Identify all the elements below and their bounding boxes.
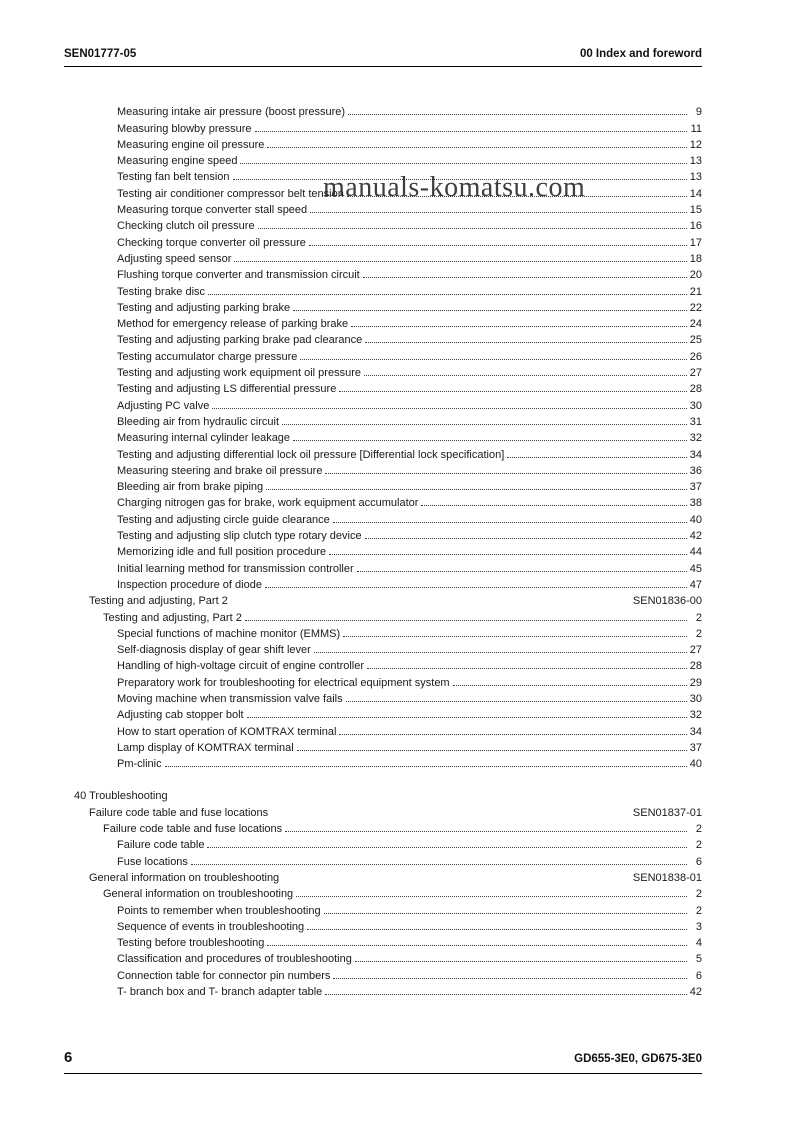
toc-entry-page: SEN01837-01: [632, 806, 702, 819]
toc-entry-title: Testing before troubleshooting: [117, 937, 265, 950]
toc-entry-title: Preparatory work for troubleshooting for electrical equipment system: [117, 676, 450, 689]
toc-leader-dots: [191, 864, 687, 865]
toc-leader-dots: [355, 961, 687, 962]
toc-entry: [64, 624, 702, 640]
toc-entry-page: 29: [689, 676, 702, 689]
toc-entry: [64, 314, 702, 330]
toc-entry: [64, 363, 702, 379]
toc-entry-page: 32: [689, 709, 702, 722]
toc-entry: [64, 183, 702, 199]
toc-leader-dots: [364, 375, 687, 376]
toc-entry-page: 26: [689, 350, 702, 363]
toc-entry: [64, 835, 702, 851]
toc-entry-title: Lamp display of KOMTRAX terminal: [117, 741, 294, 754]
toc-entry-title: Failure code table: [117, 839, 205, 852]
toc-leader-dots: [507, 457, 687, 458]
page-footer: [64, 1049, 702, 1074]
toc-entry: [64, 656, 702, 672]
toc-entry-page: 16: [689, 220, 702, 233]
toc-entry-title: Handling of high-voltage circuit of engine controller: [117, 660, 365, 673]
toc-leader-dots: [314, 652, 687, 653]
toc-entry: [64, 379, 702, 395]
toc-entry-page: 25: [689, 334, 702, 347]
toc-entry: [64, 102, 702, 118]
header-section-title: 00 Index and foreword: [579, 48, 702, 60]
toc-entry: [64, 689, 702, 705]
toc-leader-dots: [343, 636, 687, 637]
toc-entry: [64, 232, 702, 248]
toc-entry: [64, 738, 702, 754]
toc-leader-dots: [234, 261, 686, 262]
toc-entry-page: 42: [689, 986, 702, 999]
toc-entry-title: Measuring engine speed: [117, 155, 238, 168]
toc-leader-dots: [310, 212, 687, 213]
toc-entry-page: 2: [695, 888, 702, 901]
toc-entry-title: Testing brake disc: [117, 285, 206, 298]
toc-entry: [64, 933, 702, 949]
toc-entry-page: 15: [689, 204, 702, 217]
toc-entry-page: 11: [690, 122, 702, 135]
toc-entry-title: Sequence of events in troubleshooting: [117, 920, 305, 933]
footer-page-number: 6: [64, 1049, 73, 1066]
toc-entry-page: 34: [689, 448, 702, 461]
toc-entry: [64, 281, 702, 297]
toc-entry-title: Classification and procedures of troubleshooting: [117, 953, 352, 966]
toc-entry-page: 28: [689, 660, 702, 673]
toc-entry-title: Charging nitrogen gas for brake, work equipment accumulator: [117, 497, 419, 510]
toc-entry-title: Testing and adjusting work equipment oil pressure: [117, 367, 361, 380]
toc-leader-dots: [367, 668, 687, 669]
toc-leader-dots: [333, 978, 687, 979]
toc-entry-title: Checking clutch oil pressure: [117, 220, 255, 233]
toc-entry: [64, 591, 702, 607]
toc-entry-title: Measuring intake air pressure (boost pressure): [117, 106, 346, 119]
toc-entry-page: 2: [695, 904, 702, 917]
toc-entry-page: 20: [689, 269, 702, 282]
toc-entry-page: 21: [689, 285, 702, 298]
toc-entry: [64, 444, 702, 460]
toc-entry: [64, 868, 702, 884]
toc-entry: [64, 965, 702, 981]
toc-leader-dots: [347, 196, 687, 197]
toc-leader-dots: [293, 310, 687, 311]
toc-entry-page: 18: [689, 252, 702, 265]
toc-entry-page: 6: [695, 969, 702, 982]
toc-leader-dots: [296, 896, 687, 897]
toc-leader-dots: [208, 294, 687, 295]
toc-entry-title: Adjusting cab stopper bolt: [117, 709, 244, 722]
toc-entry: [64, 249, 702, 265]
toc-leader-dots: [233, 179, 687, 180]
toc-entry: [64, 982, 702, 998]
toc-entry-title: Pm-clinic: [117, 758, 162, 771]
toc-entry: [64, 509, 702, 525]
toc-entry-title: Inspection procedure of diode: [117, 578, 262, 591]
toc-entry-page: 9: [695, 106, 702, 119]
toc-entry: [64, 298, 702, 314]
toc-entry: [64, 851, 702, 867]
toc-entry: [64, 395, 702, 411]
toc-entry-page: 27: [689, 644, 702, 657]
toc-entry-title: T- branch box and T- branch adapter table: [117, 986, 323, 999]
toc-entry: [64, 900, 702, 916]
toc-entry-page: 2: [695, 823, 702, 836]
toc-leader-dots: [346, 701, 687, 702]
toc-entry: [64, 330, 702, 346]
toc-entry-title: Measuring blowby pressure: [117, 122, 252, 135]
toc-entry: [64, 819, 702, 835]
toc-entry: [64, 167, 702, 183]
toc-entry: [64, 412, 702, 428]
toc-entry-page: 13: [689, 155, 702, 168]
toc-entry-title: Measuring internal cylinder leakage: [117, 432, 291, 445]
toc-entry-title: Flushing torque converter and transmission circuit: [117, 269, 360, 282]
toc: [64, 102, 702, 998]
toc-leader-dots: [307, 929, 687, 930]
header-doc-code: SEN01777-05: [64, 48, 137, 60]
toc-entry-page: 37: [689, 481, 702, 494]
toc-leader-dots: [285, 831, 687, 832]
toc-leader-dots: [247, 717, 687, 718]
footer-model-codes: GD655-3E0, GD675-3E0: [574, 1053, 702, 1065]
toc-entry: [64, 118, 702, 134]
toc-entry: [64, 265, 702, 281]
toc-entry: [64, 575, 702, 591]
toc-entry-page: 14: [689, 187, 702, 200]
toc-entry-title: Fuse locations: [117, 855, 188, 868]
toc-entry-title: Measuring torque converter stall speed: [117, 204, 308, 217]
toc-entry-page: 38: [689, 497, 702, 510]
toc-entry: [64, 721, 702, 737]
toc-entry-page: SEN01836-00: [632, 595, 702, 608]
toc-leader-dots: [339, 734, 686, 735]
toc-entry-title: Testing accumulator charge pressure: [117, 350, 298, 363]
toc-leader-dots: [258, 228, 687, 229]
toc-entry-title: Testing and adjusting circle guide clearance: [117, 513, 330, 526]
toc-entry-title: Bleeding air from hydraulic circuit: [117, 415, 280, 428]
toc-leader-dots: [329, 554, 687, 555]
toc-entry: [64, 151, 702, 167]
toc-entry: [64, 200, 702, 216]
toc-leader-dots: [265, 587, 687, 588]
toc-entry-page: 37: [689, 741, 702, 754]
toc-entry-page: 44: [689, 546, 702, 559]
toc-entry: [64, 949, 702, 965]
toc-entry-page: 40: [689, 758, 702, 771]
toc-entry-title: Special functions of machine monitor (EMMS): [117, 627, 341, 640]
toc-leader-dots: [348, 114, 687, 115]
toc-entry-page: 12: [689, 138, 702, 151]
toc-entry-title: Checking torque converter oil pressure: [117, 236, 306, 249]
toc-leader-dots: [300, 359, 686, 360]
toc-leader-dots: [240, 163, 686, 164]
toc-leader-dots: [324, 913, 687, 914]
toc-entry-page: SEN01838-01: [632, 871, 702, 884]
toc-leader-dots: [297, 750, 687, 751]
toc-entry-title: General information on troubleshooting: [89, 871, 280, 884]
toc-entry-page: 24: [689, 318, 702, 331]
toc-leader-dots: [325, 473, 686, 474]
toc-entry-page: 34: [689, 725, 702, 738]
toc-entry-page: 31: [689, 415, 702, 428]
toc-leader-dots: [207, 847, 687, 848]
toc-leader-dots: [266, 489, 687, 490]
toc-entry: [64, 917, 702, 933]
toc-entry-page: 45: [689, 562, 702, 575]
toc-entry-title: Initial learning method for transmission controller: [117, 562, 354, 575]
toc-entry: [64, 705, 702, 721]
watermark-text: manuals-komatsu.com: [323, 172, 586, 203]
toc-entry-page: 40: [689, 513, 702, 526]
toc-entry-title: Testing air conditioner compressor belt tension: [117, 187, 344, 200]
toc-entry-page: 2: [695, 611, 702, 624]
toc-entry: [64, 428, 702, 444]
toc-entry: [64, 346, 702, 362]
toc-entry-title: Moving machine when transmission valve fails: [117, 692, 343, 705]
toc-entry-title: How to start operation of KOMTRAX terminal: [117, 725, 337, 738]
toc-entry-page: 6: [695, 855, 702, 868]
toc-entry-title: Testing and adjusting parking brake pad clearance: [117, 334, 363, 347]
toc-entry-title: Memorizing idle and full position procedure: [117, 546, 327, 559]
toc-leader-dots: [267, 945, 687, 946]
toc-entry-title: Connection table for connector pin numbers: [117, 969, 331, 982]
toc-entry: [64, 542, 702, 558]
toc-leader-dots: [245, 620, 687, 621]
toc-entry: [64, 786, 702, 802]
toc-entry: [64, 672, 702, 688]
toc-leader-dots: [351, 326, 687, 327]
toc-entry-page: 5: [695, 953, 702, 966]
toc-entry-title: Self-diagnosis display of gear shift lever: [117, 644, 311, 657]
toc-leader-dots: [255, 131, 687, 132]
toc-entry-page: 13: [689, 171, 702, 184]
toc-leader-dots: [293, 440, 687, 441]
toc-entry-title: Measuring steering and brake oil pressure: [117, 464, 323, 477]
toc-entry-page: 3: [695, 920, 702, 933]
toc-entry-page: 30: [689, 399, 702, 412]
toc-entry-page: 4: [695, 937, 702, 950]
toc-entry-title: Method for emergency release of parking brake: [117, 318, 349, 331]
toc-entry-page: 32: [689, 432, 702, 445]
toc-leader-dots: [282, 424, 687, 425]
toc-entry-title: Adjusting speed sensor: [117, 252, 232, 265]
toc-entry-page: 27: [689, 367, 702, 380]
toc-entry-page: 47: [689, 578, 702, 591]
toc-leader-dots: [165, 766, 687, 767]
toc-entry: [64, 135, 702, 151]
toc-entry-page: 22: [689, 301, 702, 314]
toc-entry: [64, 461, 702, 477]
toc-entry-title: Adjusting PC valve: [117, 399, 210, 412]
toc-entry-page: 42: [689, 530, 702, 543]
toc-entry: [64, 884, 702, 900]
toc-entry-page: 2: [695, 839, 702, 852]
toc-entry-title: Testing and adjusting differential lock oil pressure [Differential lock specification]: [117, 448, 505, 461]
toc-entry-title: General information on troubleshooting: [103, 888, 294, 901]
toc-leader-dots: [453, 685, 687, 686]
toc-entry-page: 17: [689, 236, 702, 249]
toc-leader-dots: [421, 505, 686, 506]
toc-entry-title: Points to remember when troubleshooting: [117, 904, 321, 917]
toc-entry-title: Testing and adjusting, Part 2: [103, 611, 242, 624]
toc-entry: [64, 640, 702, 656]
toc-entry-title: Testing and adjusting LS differential pressure: [117, 383, 337, 396]
toc-entry-title: Testing and adjusting, Part 2: [89, 595, 228, 608]
toc-entry: [64, 607, 702, 623]
toc-entry-title: 40 Troubleshooting: [74, 790, 168, 803]
toc-leader-dots: [212, 408, 686, 409]
toc-entry-title: Measuring engine oil pressure: [117, 138, 265, 151]
toc-entry: [64, 493, 702, 509]
toc-leader-dots: [333, 522, 687, 523]
toc-entry-page: 28: [689, 383, 702, 396]
toc-entry: [64, 754, 702, 770]
toc-entry-title: Testing and adjusting slip clutch type rotary device: [117, 530, 362, 543]
toc-leader-dots: [267, 147, 686, 148]
toc-entry: [64, 216, 702, 232]
toc-leader-dots: [357, 571, 687, 572]
toc-entry-page: 36: [689, 464, 702, 477]
toc-entry-title: Bleeding air from brake piping: [117, 481, 264, 494]
toc-entry-title: Testing fan belt tension: [117, 171, 230, 184]
toc-leader-dots: [365, 342, 687, 343]
toc-entry-title: Testing and adjusting parking brake: [117, 301, 291, 314]
toc-entry-page: 2: [695, 627, 702, 640]
toc-entry: [64, 558, 702, 574]
toc-leader-dots: [339, 391, 686, 392]
toc-entry: [64, 526, 702, 542]
toc-entry-title: Failure code table and fuse locations: [89, 806, 269, 819]
toc-entry: [64, 802, 702, 818]
toc-leader-dots: [365, 538, 687, 539]
toc-entry-page: 30: [689, 692, 702, 705]
toc-entry-title: Failure code table and fuse locations: [103, 823, 283, 836]
page-header: [64, 48, 702, 67]
toc-entry: [64, 477, 702, 493]
toc-leader-dots: [325, 994, 686, 995]
toc-leader-dots: [309, 245, 687, 246]
toc-leader-dots: [363, 277, 687, 278]
